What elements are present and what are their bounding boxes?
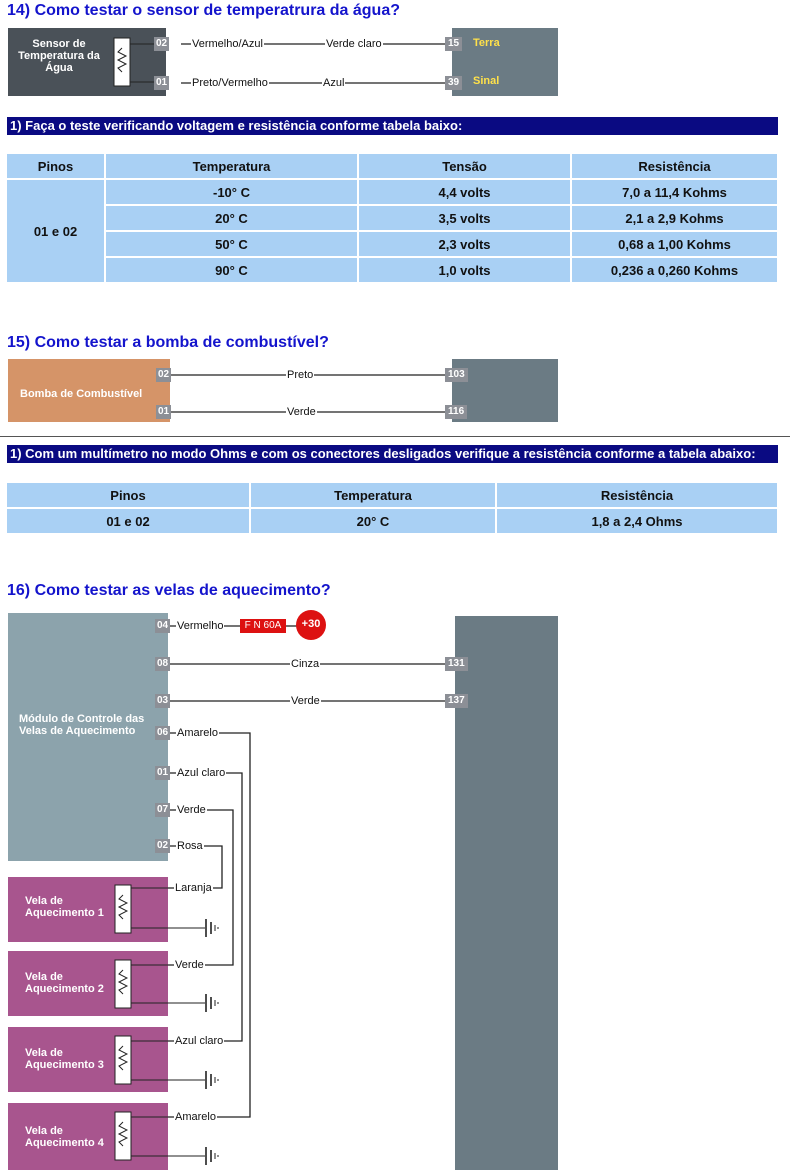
table-cell: 1,0 volts <box>359 258 570 282</box>
wire-label: Preto <box>287 369 314 381</box>
table-cell: 1,8 a 2,4 Ohms <box>497 509 777 533</box>
pump-pin-02: 02 <box>158 369 170 380</box>
table-header: Pinos <box>7 483 249 507</box>
table-cell: 90° C <box>106 258 357 282</box>
ecu-pin-15: 15 <box>445 37 462 51</box>
wire-label: Azul claro <box>175 1035 224 1047</box>
module-pin-07: 07 <box>157 804 169 815</box>
sensor-label: Sensor de Temperatura da Água <box>18 38 100 74</box>
table-cell: 3,5 volts <box>359 206 570 230</box>
wire-label: Verde <box>291 695 320 707</box>
wire-label: Vermelho/Azul <box>192 38 263 50</box>
table-header: Tensão <box>359 154 570 178</box>
table-cell: 7,0 a 11,4 Kohms <box>572 180 777 204</box>
table-cell: 0,236 a 0,260 Kohms <box>572 258 777 282</box>
module-pin-01: 01 <box>157 767 169 778</box>
module-pin-04: 04 <box>157 620 169 631</box>
table-cell: 0,68 a 1,00 Kohms <box>572 232 777 256</box>
section-16-title: 16) Como testar as velas de aquecimento? <box>7 582 331 599</box>
module-pin-03: 03 <box>157 695 169 706</box>
pump-label: Bomba de Combustível <box>20 388 143 400</box>
sensor-pin-01: 01 <box>156 77 168 88</box>
section-14-title: 14) Como testar o sensor de temperatrura da água? <box>7 2 400 19</box>
wire-label: Cinza <box>291 658 320 670</box>
table-header: Resistência <box>497 483 777 507</box>
glow-plug-label-4: Vela de Aquecimento 4 <box>25 1125 104 1149</box>
glow-plug-label-3: Vela de Aquecimento 3 <box>25 1047 104 1071</box>
ecu-pin-103: 103 <box>445 368 468 382</box>
ecu-pin-39: 39 <box>445 76 462 90</box>
sensor-pin-02: 02 <box>156 38 168 49</box>
wire-label: Azul claro <box>177 767 226 779</box>
table-header: Pinos <box>7 154 104 178</box>
wire-label: Amarelo <box>177 727 218 739</box>
table-cell: 01 e 02 <box>7 509 249 533</box>
module-label: Módulo de Controle das Velas de Aquecimento <box>19 713 145 737</box>
table-cell: 2,3 volts <box>359 232 570 256</box>
glow-plug-label-2: Vela de Aquecimento 2 <box>25 971 104 995</box>
table-cell: 20° C <box>251 509 495 533</box>
ecu-pin-137: 137 <box>445 694 468 708</box>
signal-sinal: Sinal <box>473 75 500 87</box>
table-cell-pins: 01 e 02 <box>7 180 104 282</box>
module-pin-02: 02 <box>157 840 169 851</box>
ecu-pin-131: 131 <box>445 657 468 671</box>
module-pin-06: 06 <box>157 727 169 738</box>
wire-label: Verde <box>175 959 204 971</box>
wire-label: Preto/Vermelho <box>192 77 268 89</box>
fuse-label: F N 60A <box>240 619 286 633</box>
table-cell: -10° C <box>106 180 357 204</box>
wire-label: Amarelo <box>175 1111 216 1123</box>
wire-label: Verde claro <box>326 38 382 50</box>
table-cell: 20° C <box>106 206 357 230</box>
ecu-pin-116: 116 <box>445 405 467 419</box>
glow-plug-label-1: Vela de Aquecimento 1 <box>25 895 104 919</box>
wire-label: Laranja <box>175 882 212 894</box>
table-header: Resistência <box>572 154 777 178</box>
module-pin-08: 08 <box>157 658 169 669</box>
table-cell: 50° C <box>106 232 357 256</box>
section-15-title: 15) Como testar a bomba de combustível? <box>7 334 329 351</box>
wire-label: Verde <box>177 804 206 816</box>
section-14-instruction: 1) Faça o teste verificando voltagem e resistência conforme tabela baixo: <box>7 117 778 135</box>
table-cell: 4,4 volts <box>359 180 570 204</box>
section-15-instruction: 1) Com um multímetro no modo Ohms e com os conectores desligados verifique a resistência conforme a tabela abaixo: <box>7 445 778 463</box>
wire-label: Rosa <box>177 840 203 852</box>
table-header: Temperatura <box>251 483 495 507</box>
wire-label: Azul <box>323 77 345 89</box>
table-header: Temperatura <box>106 154 357 178</box>
signal-terra: Terra <box>473 37 500 49</box>
wire-label: Verde <box>287 406 316 418</box>
table-cell: 2,1 a 2,9 Kohms <box>572 206 777 230</box>
pump-pin-01: 01 <box>158 406 170 417</box>
supply-label: +30 <box>301 618 321 630</box>
wire-label: Vermelho <box>177 620 224 632</box>
